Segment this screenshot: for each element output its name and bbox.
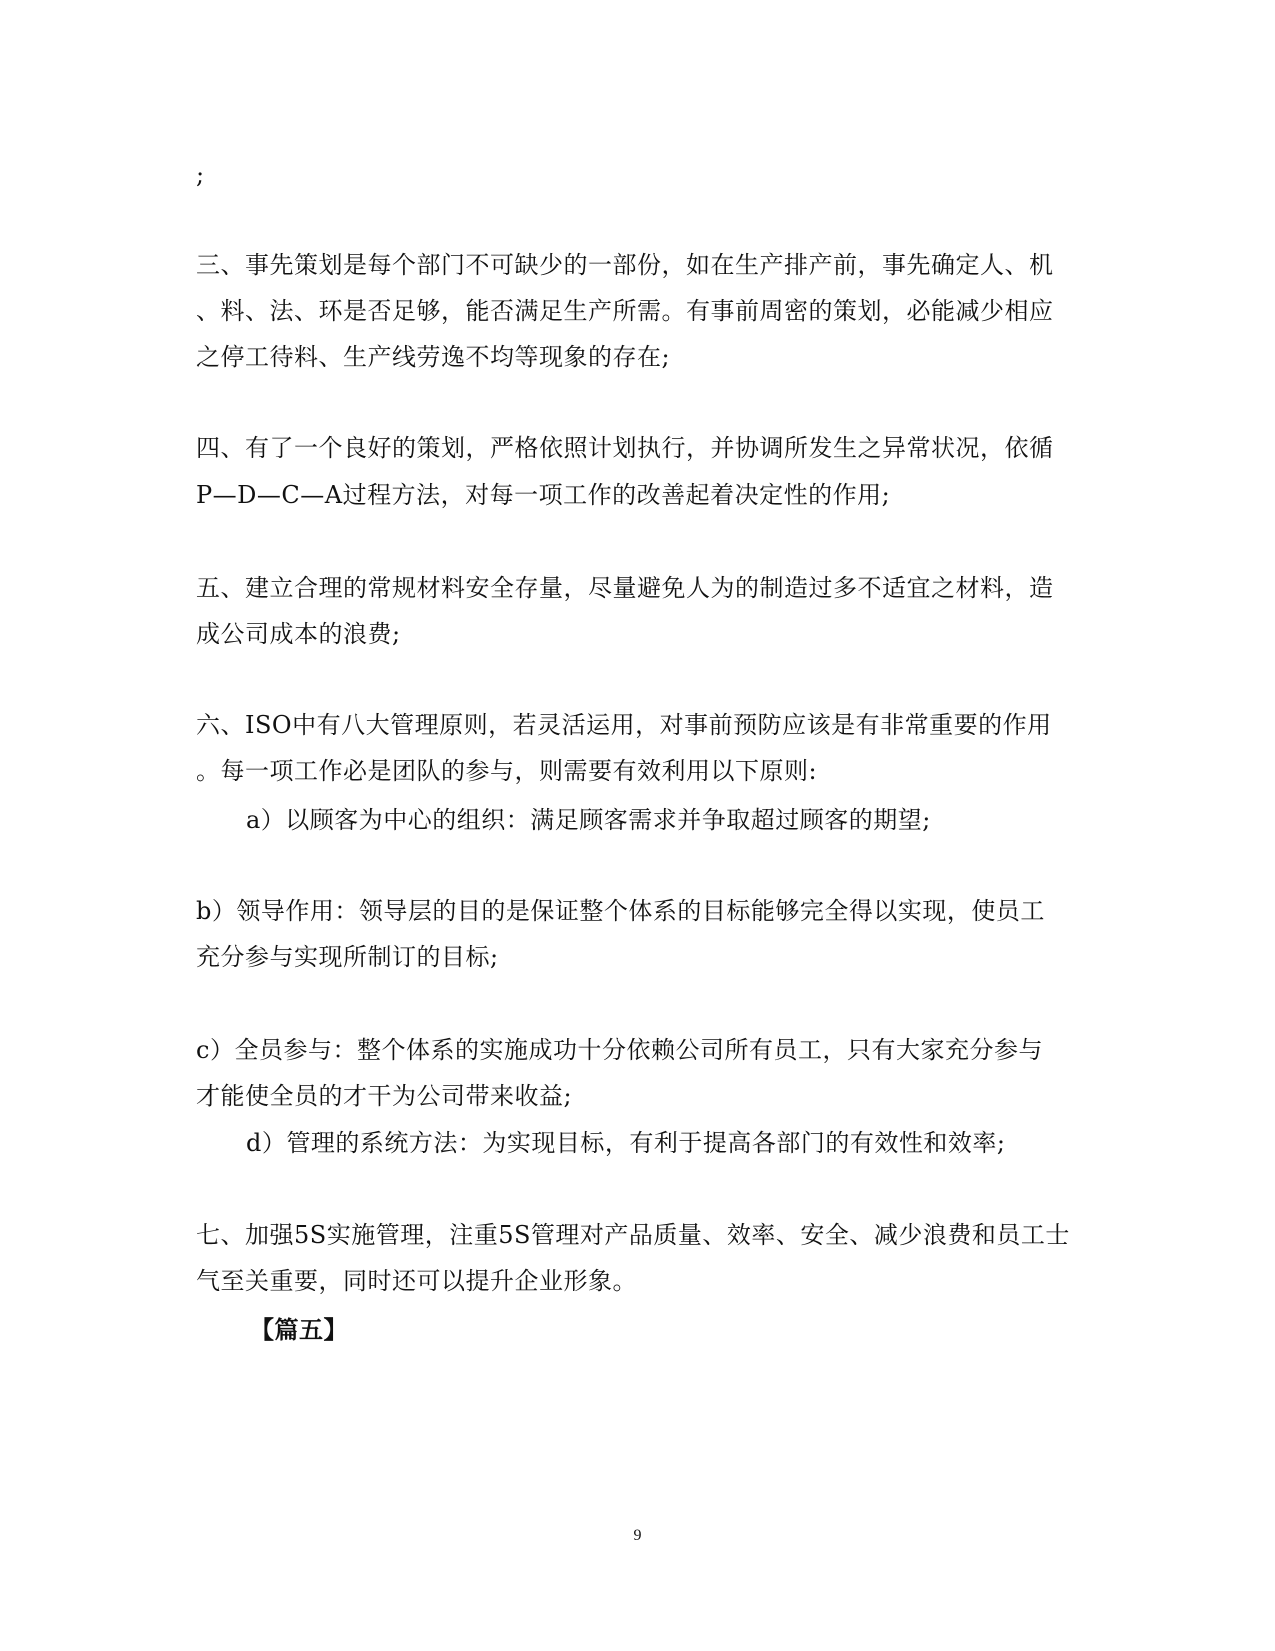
text-line: ; (196, 161, 205, 189)
text-line: 、料、法、环是否足够，能否满足生产所需。有事前周密的策划，必能减少相应 (196, 297, 1054, 325)
section-heading: 【篇五】 (250, 1315, 348, 1344)
page-number: 9 (633, 1527, 642, 1544)
text-line: 才能使全员的才干为公司带来收益; (196, 1082, 573, 1110)
text-line: 之停工待料、生产线劳逸不均等现象的存在; (196, 343, 671, 371)
text-line: 四、有了一个良好的策划，严格依照计划执行，并协调所发生之异常状况，依循 (196, 434, 1054, 462)
text-line: 。每一项工作必是团队的参与，则需要有效利用以下原则: (196, 757, 818, 785)
text-line: 七、加强5S实施管理，注重5S管理对产品质量、效率、安全、减少浪费和员工士 (196, 1221, 1070, 1249)
text-line: b）领导作用：领导层的目的是保证整个体系的目标能够完全得以实现，使员工 (196, 897, 1045, 925)
text-line: 气至关重要，同时还可以提升企业形象。 (196, 1267, 637, 1295)
text-line: 六、ISO中有八大管理原则，若灵活运用，对事前预防应该是有非常重要的作用 (196, 711, 1052, 739)
text-line: P—D—C—A过程方法，对每一项工作的改善起着决定性的作用; (196, 481, 891, 509)
text-line: 充分参与实现所制订的目标; (196, 943, 499, 971)
text-line: 五、建立合理的常规材料安全存量，尽量避免人为的制造过多不适宜之材料，造 (196, 574, 1054, 602)
text-line: 三、事先策划是每个部门不可缺少的一部份，如在生产排产前，事先确定人、机 (196, 251, 1054, 279)
text-line: 成公司成本的浪费; (196, 620, 401, 648)
text-line: c）全员参与：整个体系的实施成功十分依赖公司所有员工，只有大家充分参与 (196, 1036, 1043, 1064)
text-line: a）以顾客为中心的组织：满足顾客需求并争取超过顾客的期望; (246, 806, 931, 834)
text-line: d）管理的系统方法：为实现目标，有利于提高各部门的有效性和效率; (246, 1129, 1006, 1157)
